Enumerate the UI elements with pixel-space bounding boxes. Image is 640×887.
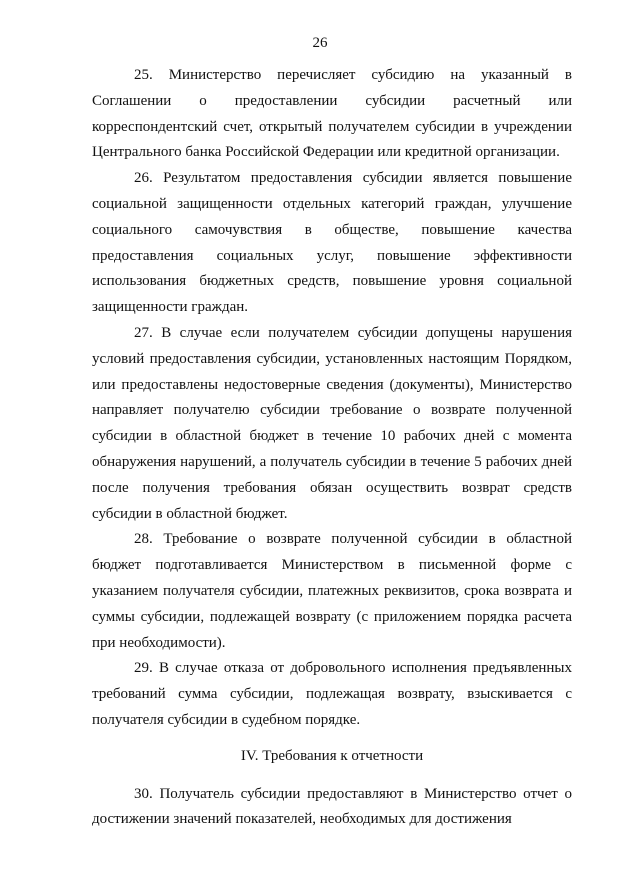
paragraph-28: 28. Требование о возврате полученной субсидии в областной бюджет подготавливается Министерством в письменной форме с указанием получателя субсидии, платежных реквизитов, срока возврата и суммы субсидии, подлежащей возврату (с приложением порядка расчета при необходимости).	[92, 531, 572, 651]
page-number: 26	[312, 35, 328, 51]
paragraph-25: 25. Министерство перечисляет субсидию на указанный в Соглашении о предоставлении субсидии расчетный или корреспондентский счет, открытый получателем субсидии в учреждении Центрального банка Российской Федерации или кредитной организации.	[92, 67, 572, 161]
paragraph-30: 30. Получатель субсидии предоставляют в Министерство отчет о достижении значений показателей, необходимых для достижения	[92, 785, 572, 828]
document-body	[92, 63, 572, 833]
section-heading: IV. Требования к отчетности	[240, 747, 424, 764]
paragraph-29: 29. В случае отказа от добровольного исполнения предъявленных требований сумма субсидии, подлежащая возврату, взыскивается с получателя субсидии в судебном порядке.	[92, 660, 572, 728]
paragraph-27: 27. В случае если получателем субсидии допущены нарушения условий предоставления субсидии, установленных настоящим Порядком, или предоставлены недостоверные сведения (документы), Министерство направляет получателю субсидии требование о возврате полученной субсидии в областной бюджет в течение 10 рабочих дней с момента обнаружения нарушений, а получатель субсидии в течение 5 рабочих дней после получения требования обязан осуществить возврат средств субсидии в областной бюджет.	[92, 324, 572, 522]
paragraph-26: 26. Результатом предоставления субсидии является повышение социальной защищенности отдельных категорий граждан, улучшение социального самочувствия в обществе, повышение качества предоставления социальных услуг, повышение эффективности использования бюджетных средств, повышение уровня социальной защищенности граждан.	[92, 170, 572, 316]
